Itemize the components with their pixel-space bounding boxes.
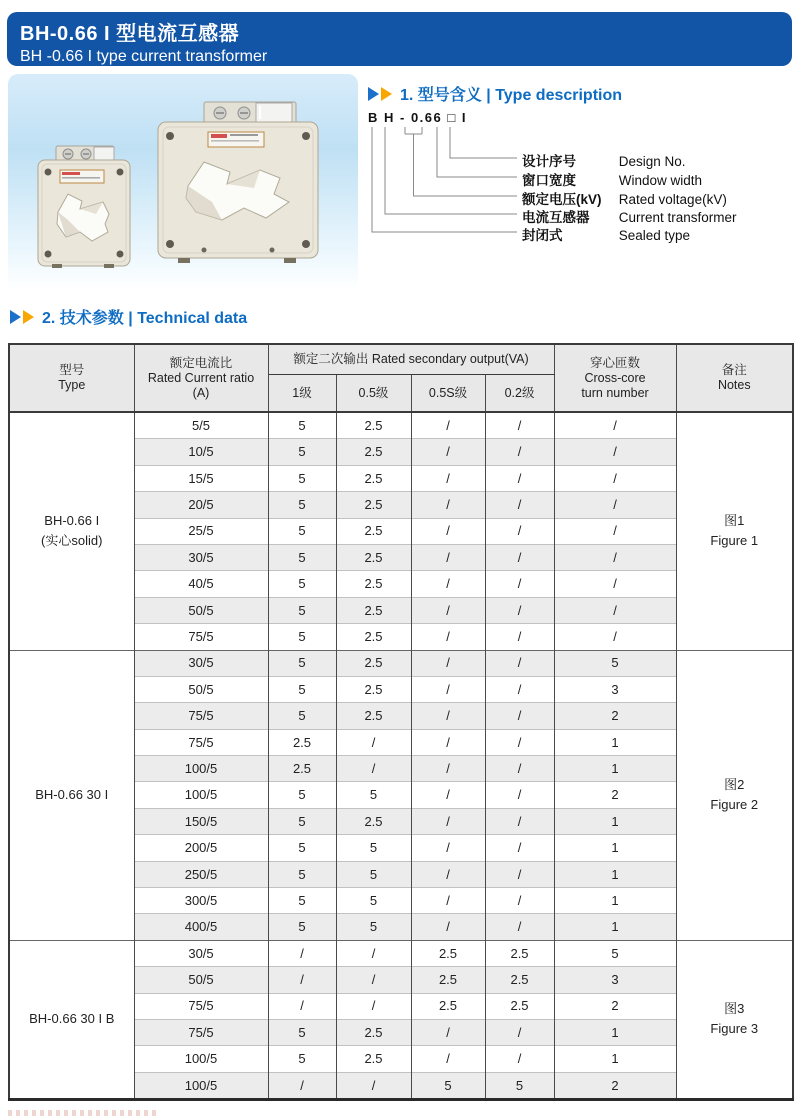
value-cell: 5 bbox=[336, 861, 411, 887]
diagram-label-rated-voltage: 额定电压(kV) Rated voltage(kV) bbox=[522, 192, 727, 207]
value-cell: / bbox=[411, 888, 485, 914]
ratio-cell: 50/5 bbox=[134, 597, 268, 623]
diagram-label-window-width: 窗口宽度 Window width bbox=[522, 173, 703, 188]
value-cell: / bbox=[411, 729, 485, 755]
ratio-cell: 75/5 bbox=[134, 993, 268, 1019]
value-cell: / bbox=[485, 808, 554, 834]
value-cell: / bbox=[411, 808, 485, 834]
value-cell: 2.5 bbox=[336, 439, 411, 465]
value-cell: 5 bbox=[268, 914, 336, 940]
value-cell: 2 bbox=[554, 782, 676, 808]
value-cell: 1 bbox=[554, 1019, 676, 1045]
value-cell: 5 bbox=[268, 703, 336, 729]
value-cell: 1 bbox=[554, 914, 676, 940]
transformer-large bbox=[158, 102, 318, 263]
col-header-output: 额定二次输出 Rated secondary output(VA) bbox=[268, 344, 554, 375]
value-cell: 2.5 bbox=[485, 993, 554, 1019]
value-cell: / bbox=[411, 544, 485, 570]
value-cell: 2.5 bbox=[336, 1046, 411, 1072]
value-cell: / bbox=[485, 650, 554, 676]
value-cell: / bbox=[411, 676, 485, 702]
value-cell: / bbox=[411, 412, 485, 439]
arrow-yellow-icon bbox=[23, 310, 34, 324]
value-cell: / bbox=[411, 597, 485, 623]
ratio-cell: 50/5 bbox=[134, 967, 268, 993]
diagram-label-current-transformer: 电流互感器 Current transformer bbox=[522, 210, 737, 225]
value-cell: 5 bbox=[336, 888, 411, 914]
model-code: B H - 0.66 □ I bbox=[368, 110, 467, 125]
value-cell: / bbox=[411, 1046, 485, 1072]
arrow-yellow-icon bbox=[381, 87, 392, 101]
section-1-header bbox=[368, 82, 622, 105]
col-header-class-05: 0.5级 bbox=[336, 375, 411, 413]
table-header bbox=[9, 344, 793, 412]
value-cell: 2.5 bbox=[336, 650, 411, 676]
page-title-banner bbox=[7, 12, 792, 66]
ratio-cell: 50/5 bbox=[134, 676, 268, 702]
value-cell: / bbox=[411, 571, 485, 597]
col-header-notes: 备注 Notes bbox=[676, 344, 793, 412]
value-cell: 2.5 bbox=[411, 940, 485, 966]
value-cell: 1 bbox=[554, 729, 676, 755]
value-cell: 5 bbox=[554, 940, 676, 966]
value-cell: 2.5 bbox=[336, 808, 411, 834]
table-row bbox=[9, 412, 793, 439]
ratio-cell: 5/5 bbox=[134, 412, 268, 439]
value-cell: / bbox=[336, 967, 411, 993]
value-cell: 5 bbox=[554, 650, 676, 676]
section-1-title: 1. 型号含义 | Type description bbox=[400, 87, 623, 104]
value-cell: / bbox=[554, 571, 676, 597]
page-title-zh: BH-0.66 I 型电流互感器 bbox=[20, 23, 240, 45]
type-description-diagram bbox=[360, 105, 792, 253]
diagram-label-design-no: 设计序号 Design No. bbox=[522, 154, 686, 169]
type-cell: BH-0.66 30 I bbox=[9, 650, 134, 940]
value-cell: / bbox=[411, 861, 485, 887]
value-cell: / bbox=[485, 544, 554, 570]
value-cell: 3 bbox=[554, 676, 676, 702]
value-cell: 2.5 bbox=[336, 412, 411, 439]
diagram-label-sealed-type: 封闭式 Sealed type bbox=[522, 228, 691, 243]
value-cell: / bbox=[336, 993, 411, 1019]
value-cell: / bbox=[411, 1019, 485, 1045]
value-cell: 2.5 bbox=[336, 571, 411, 597]
value-cell: 1 bbox=[554, 888, 676, 914]
value-cell: / bbox=[554, 412, 676, 439]
value-cell: 2.5 bbox=[268, 756, 336, 782]
value-cell: 5 bbox=[268, 650, 336, 676]
value-cell: 2.5 bbox=[336, 1019, 411, 1045]
value-cell: 5 bbox=[268, 861, 336, 887]
notes-cell: 图1 Figure 1 bbox=[676, 412, 793, 650]
value-cell: 2.5 bbox=[485, 967, 554, 993]
value-cell: / bbox=[411, 650, 485, 676]
product-photo bbox=[8, 74, 358, 290]
type-cell: BH-0.66 30 I B bbox=[9, 940, 134, 1099]
value-cell: / bbox=[485, 571, 554, 597]
value-cell: 5 bbox=[268, 412, 336, 439]
ratio-cell: 20/5 bbox=[134, 492, 268, 518]
value-cell: 2.5 bbox=[336, 518, 411, 544]
ratio-cell: 30/5 bbox=[134, 650, 268, 676]
section-2-header bbox=[10, 305, 247, 328]
value-cell: 5 bbox=[268, 571, 336, 597]
value-cell: / bbox=[485, 703, 554, 729]
value-cell: 2.5 bbox=[336, 492, 411, 518]
col-header-class-1: 1级 bbox=[268, 375, 336, 413]
value-cell: 5 bbox=[268, 518, 336, 544]
value-cell: / bbox=[554, 465, 676, 491]
value-cell: 5 bbox=[268, 492, 336, 518]
value-cell: 2.5 bbox=[336, 597, 411, 623]
table-row bbox=[9, 940, 793, 966]
table-group bbox=[9, 940, 793, 1099]
page-title-en: BH -0.66 I type current transformer bbox=[20, 48, 268, 65]
value-cell: / bbox=[554, 544, 676, 570]
value-cell: 5 bbox=[268, 676, 336, 702]
value-cell: / bbox=[485, 861, 554, 887]
type-cell: BH-0.66 I (实心solid) bbox=[9, 412, 134, 650]
value-cell: / bbox=[485, 888, 554, 914]
value-cell: 5 bbox=[268, 544, 336, 570]
ratio-cell: 30/5 bbox=[134, 940, 268, 966]
value-cell: / bbox=[554, 597, 676, 623]
col-header-ratio: 额定电流比 Rated Current ratio (A) bbox=[134, 344, 268, 412]
value-cell: / bbox=[485, 729, 554, 755]
table-group bbox=[9, 650, 793, 940]
value-cell: / bbox=[485, 492, 554, 518]
ratio-cell: 400/5 bbox=[134, 914, 268, 940]
value-cell: 2.5 bbox=[336, 703, 411, 729]
value-cell: 1 bbox=[554, 756, 676, 782]
value-cell: / bbox=[485, 914, 554, 940]
value-cell: 5 bbox=[268, 597, 336, 623]
arrow-blue-icon bbox=[10, 310, 21, 324]
value-cell: 5 bbox=[268, 1046, 336, 1072]
ratio-cell: 200/5 bbox=[134, 835, 268, 861]
value-cell: 5 bbox=[268, 624, 336, 650]
product-photo-panel bbox=[8, 74, 358, 290]
value-cell: / bbox=[411, 465, 485, 491]
value-cell: / bbox=[554, 624, 676, 650]
table-row bbox=[9, 650, 793, 676]
arrow-blue-icon bbox=[368, 87, 379, 101]
value-cell: 3 bbox=[554, 967, 676, 993]
value-cell: / bbox=[554, 518, 676, 544]
value-cell: 2.5 bbox=[336, 544, 411, 570]
ratio-cell: 40/5 bbox=[134, 571, 268, 597]
value-cell: / bbox=[411, 782, 485, 808]
value-cell: / bbox=[336, 756, 411, 782]
value-cell: / bbox=[485, 518, 554, 544]
ratio-cell: 100/5 bbox=[134, 756, 268, 782]
value-cell: / bbox=[411, 518, 485, 544]
value-cell: / bbox=[485, 597, 554, 623]
value-cell: 5 bbox=[411, 1072, 485, 1099]
table-group bbox=[9, 412, 793, 650]
col-header-core: 穿心匝数 Cross-core turn number bbox=[554, 344, 676, 412]
value-cell: / bbox=[411, 624, 485, 650]
value-cell: 2.5 bbox=[336, 676, 411, 702]
value-cell: 5 bbox=[268, 835, 336, 861]
value-cell: / bbox=[411, 703, 485, 729]
value-cell: 2.5 bbox=[336, 465, 411, 491]
value-cell: 5 bbox=[268, 782, 336, 808]
value-cell: 5 bbox=[268, 808, 336, 834]
value-cell: / bbox=[336, 940, 411, 966]
value-cell: 5 bbox=[336, 782, 411, 808]
col-header-type: 型号 Type bbox=[9, 344, 134, 412]
value-cell: / bbox=[336, 1072, 411, 1099]
ratio-cell: 100/5 bbox=[134, 1072, 268, 1099]
value-cell: 2 bbox=[554, 1072, 676, 1099]
technical-table bbox=[8, 343, 794, 1101]
value-cell: / bbox=[554, 492, 676, 518]
value-cell: 1 bbox=[554, 861, 676, 887]
value-cell: 5 bbox=[268, 439, 336, 465]
value-cell: 5 bbox=[268, 1019, 336, 1045]
value-cell: / bbox=[485, 756, 554, 782]
value-cell: 2.5 bbox=[411, 967, 485, 993]
ratio-cell: 75/5 bbox=[134, 1019, 268, 1045]
value-cell: / bbox=[411, 492, 485, 518]
ratio-cell: 75/5 bbox=[134, 703, 268, 729]
value-cell: / bbox=[485, 835, 554, 861]
value-cell: 2.5 bbox=[485, 940, 554, 966]
col-header-class-02: 0.2级 bbox=[485, 375, 554, 413]
value-cell: 1 bbox=[554, 1046, 676, 1072]
value-cell: / bbox=[268, 940, 336, 966]
value-cell: 1 bbox=[554, 835, 676, 861]
ratio-cell: 100/5 bbox=[134, 782, 268, 808]
value-cell: / bbox=[411, 439, 485, 465]
ratio-cell: 15/5 bbox=[134, 465, 268, 491]
value-cell: / bbox=[268, 993, 336, 1019]
value-cell: / bbox=[336, 729, 411, 755]
value-cell: 2 bbox=[554, 703, 676, 729]
ratio-cell: 75/5 bbox=[134, 729, 268, 755]
ratio-cell: 150/5 bbox=[134, 808, 268, 834]
value-cell: 5 bbox=[485, 1072, 554, 1099]
transformer-small bbox=[38, 146, 130, 268]
value-cell: 5 bbox=[268, 465, 336, 491]
value-cell: 2.5 bbox=[336, 624, 411, 650]
value-cell: / bbox=[268, 1072, 336, 1099]
value-cell: 2.5 bbox=[411, 993, 485, 1019]
value-cell: / bbox=[268, 967, 336, 993]
value-cell: / bbox=[411, 914, 485, 940]
value-cell: / bbox=[485, 465, 554, 491]
value-cell: / bbox=[411, 835, 485, 861]
value-cell: 1 bbox=[554, 808, 676, 834]
value-cell: / bbox=[485, 439, 554, 465]
ratio-cell: 300/5 bbox=[134, 888, 268, 914]
value-cell: 2 bbox=[554, 993, 676, 1019]
value-cell: 2.5 bbox=[268, 729, 336, 755]
cutoff-text-remnant bbox=[8, 1110, 158, 1116]
ratio-cell: 75/5 bbox=[134, 624, 268, 650]
notes-cell: 图3 Figure 3 bbox=[676, 940, 793, 1099]
value-cell: / bbox=[485, 624, 554, 650]
value-cell: / bbox=[411, 756, 485, 782]
value-cell: 5 bbox=[336, 835, 411, 861]
ratio-cell: 10/5 bbox=[134, 439, 268, 465]
col-header-class-05s: 0.5S级 bbox=[411, 375, 485, 413]
value-cell: / bbox=[485, 782, 554, 808]
value-cell: / bbox=[485, 1019, 554, 1045]
value-cell: 5 bbox=[336, 914, 411, 940]
value-cell: 5 bbox=[268, 888, 336, 914]
value-cell: / bbox=[485, 676, 554, 702]
ratio-cell: 25/5 bbox=[134, 518, 268, 544]
value-cell: / bbox=[554, 439, 676, 465]
ratio-cell: 30/5 bbox=[134, 544, 268, 570]
notes-cell: 图2 Figure 2 bbox=[676, 650, 793, 940]
value-cell: / bbox=[485, 412, 554, 439]
ratio-cell: 100/5 bbox=[134, 1046, 268, 1072]
section-2-title: 2. 技术参数 | Technical data bbox=[42, 310, 248, 327]
ratio-cell: 250/5 bbox=[134, 861, 268, 887]
value-cell: / bbox=[485, 1046, 554, 1072]
